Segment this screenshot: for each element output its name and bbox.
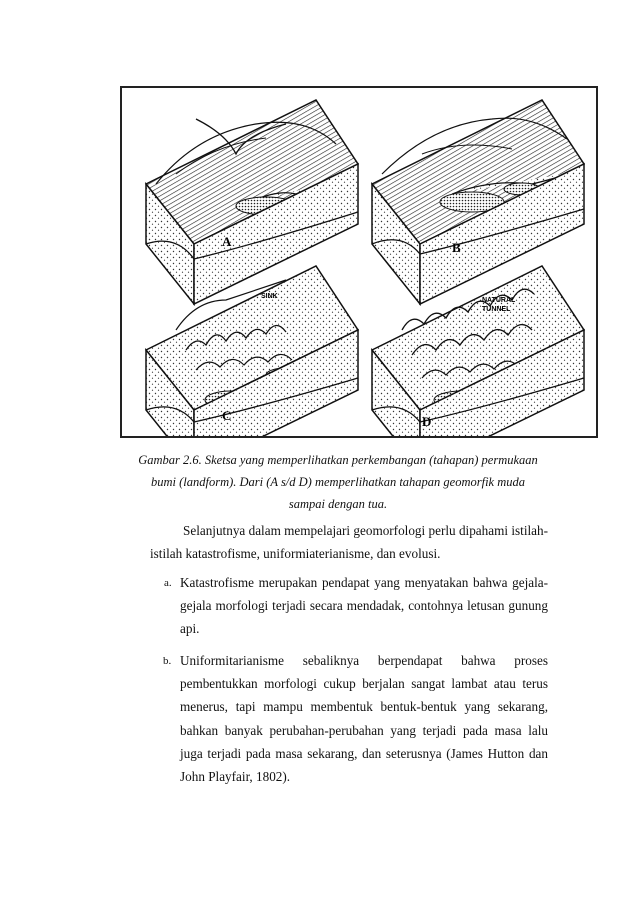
annotation-tunnel: TUNNEL <box>482 306 511 313</box>
caption-line-2: bumi (landform). Dari (A s/d D) memperlihatkan tahapan geomorfik muda <box>150 475 526 489</box>
panel-label-c: C <box>222 408 232 423</box>
caption-line-3: sampai dengan tua. <box>288 497 388 511</box>
list-marker-a: a. <box>164 577 172 589</box>
block-diagram-b <box>372 100 584 304</box>
panel-label-d: D <box>422 414 432 429</box>
annotation-sink: SINK <box>261 293 278 300</box>
list-item-a: Katastrofisme merupakan pendapat yang menyatakan bahwa gejala-gejala morfologi terjadi secara mendadak, contohnya letusan gunung api. <box>180 575 548 637</box>
list-item-b: Uniformitarianisme sebaliknya berpendapat bahwa proses pembentukkan morfologi cukup berjalan sangat lambat atau terus menerus, tapi mampu membentuk bentuk-bentuk yang sekarang, bahkan banyak perubahan-perubahan yang terjadi pada masa lalu juga terjadi pada masa sekarang, dan seterusnya (James Hutton dan John Playfair, 1802). <box>180 653 548 785</box>
figure-caption <box>110 449 566 515</box>
landform-figure <box>120 86 598 438</box>
caption-line-1: Gambar 2.6. Sketsa yang memperlihatkan perkembangan (tahapan) permukaan <box>138 453 538 467</box>
landform-sketches <box>122 88 596 436</box>
block-diagram-d <box>372 266 584 436</box>
annotation-natural: NATURAL <box>482 297 516 304</box>
block-diagram-a <box>146 100 358 304</box>
panel-label-b: B <box>452 240 461 255</box>
intro-paragraph: Selanjutnya dalam mempelajari geomorfologi perlu dipahami istilah-istilah katastrofisme, uniformiaterianisme, dan evolusi. <box>150 523 548 561</box>
list-marker-b: b. <box>163 655 172 667</box>
panel-label-a: A <box>222 234 232 249</box>
block-diagram-c <box>146 266 358 436</box>
